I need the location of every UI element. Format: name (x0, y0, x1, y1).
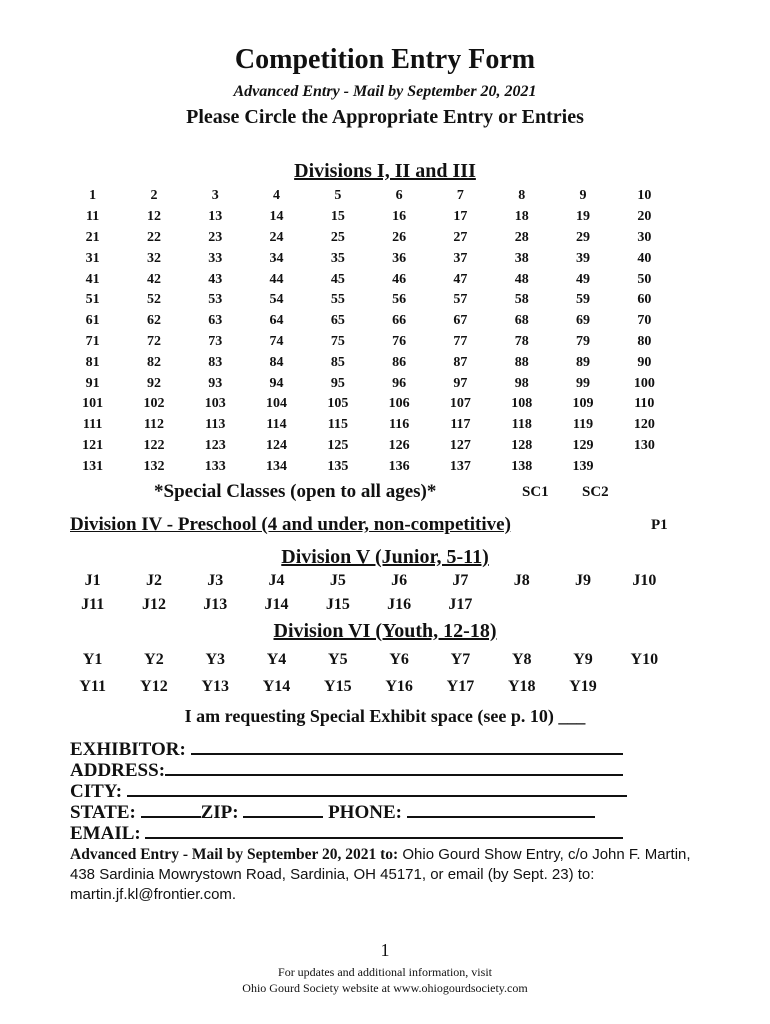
phone-input-line[interactable] (407, 801, 595, 818)
page-title: Competition Entry Form (234, 44, 536, 75)
entry-number[interactable]: 31 (85, 250, 100, 266)
entry-code[interactable]: Y3 (205, 651, 226, 668)
entry-number[interactable]: 97 (453, 375, 468, 391)
entry-number[interactable]: 107 (449, 396, 471, 412)
entry-code[interactable]: Y12 (140, 678, 168, 695)
entry-number[interactable]: 5 (334, 188, 342, 204)
entry-code[interactable]: Y16 (385, 678, 413, 695)
entry-number[interactable]: 63 (208, 313, 223, 329)
mailing-instructions (70, 845, 710, 905)
entry-number[interactable]: 17 (453, 209, 468, 225)
entry-number[interactable]: 138 (511, 458, 533, 474)
entry-number[interactable]: 61 (85, 313, 100, 329)
entry-number[interactable]: 6 (395, 188, 403, 204)
entry-code[interactable]: J16 (387, 596, 412, 613)
state-zip-phone-field[interactable] (70, 801, 670, 822)
entry-number[interactable]: 114 (266, 417, 287, 433)
phone-label: PHONE: (328, 802, 402, 823)
entry-number[interactable]: 67 (453, 313, 468, 329)
entry-number[interactable]: 111 (82, 417, 103, 433)
entry-code (491, 596, 552, 614)
entry-code[interactable]: J6 (391, 572, 408, 589)
entry-number[interactable]: 41 (85, 271, 100, 287)
page-number: 1 (380, 940, 390, 960)
entry-number[interactable]: 37 (453, 250, 468, 266)
entry-number[interactable]: 130 (633, 437, 655, 453)
entry-number[interactable]: 55 (330, 292, 345, 308)
entry-number[interactable]: 115 (327, 417, 348, 433)
entry-number[interactable]: 26 (392, 229, 407, 245)
entry-number[interactable]: 84 (269, 354, 284, 370)
entry-number[interactable]: 1 (89, 188, 97, 204)
special-exhibit-request[interactable]: I am requesting Special Exhibit space (see p. 10) ___ (184, 706, 586, 726)
entry-number[interactable]: 57 (453, 292, 468, 308)
entry-code[interactable]: J1 (84, 572, 101, 589)
entry-number[interactable]: 7 (456, 188, 464, 204)
entry-number[interactable]: 117 (450, 417, 471, 433)
entry-number[interactable]: 80 (637, 333, 652, 349)
entry-number[interactable]: 95 (330, 375, 345, 391)
entry-number[interactable]: 27 (453, 229, 468, 245)
entry-number[interactable]: 128 (511, 437, 533, 453)
entry-code[interactable]: J4 (268, 572, 285, 589)
entry-number[interactable]: 51 (85, 292, 100, 308)
entry-number-row (62, 228, 682, 249)
entry-number[interactable]: 99 (576, 375, 591, 391)
entry-number[interactable]: 32 (146, 250, 161, 266)
entry-code (614, 596, 675, 614)
entry-number[interactable]: 34 (269, 250, 284, 266)
entry-number[interactable]: 66 (392, 313, 407, 329)
entry-number[interactable]: 93 (208, 375, 223, 391)
entry-number[interactable]: 102 (143, 396, 165, 412)
entry-number[interactable]: 113 (205, 417, 226, 433)
email-label: EMAIL: (70, 823, 141, 844)
entry-number[interactable]: 134 (266, 458, 288, 474)
entry-number[interactable]: 35 (330, 250, 345, 266)
entry-code[interactable]: Y17 (446, 678, 475, 695)
entry-number[interactable]: 40 (637, 250, 652, 266)
entry-number[interactable]: 101 (82, 396, 104, 412)
entry-number[interactable]: 10 (637, 188, 652, 204)
city-field[interactable] (70, 780, 670, 801)
entry-code[interactable]: Y1 (82, 651, 103, 668)
entry-number-row (62, 207, 682, 228)
entry-number-row (62, 248, 682, 269)
entry-number[interactable]: 46 (392, 271, 407, 287)
entry-number[interactable]: 94 (269, 375, 284, 391)
address-field[interactable] (70, 759, 670, 780)
entry-code[interactable]: J15 (325, 596, 350, 613)
entry-number[interactable]: 124 (266, 437, 288, 453)
entry-number[interactable]: 116 (389, 417, 410, 433)
entry-number[interactable]: 59 (576, 292, 591, 308)
entry-number[interactable]: 133 (204, 458, 226, 474)
entry-code[interactable]: Y18 (507, 678, 536, 695)
entry-number[interactable]: 127 (449, 437, 471, 453)
entry-number[interactable]: 23 (208, 229, 223, 245)
entry-number[interactable]: 28 (514, 229, 529, 245)
entry-number[interactable]: 52 (146, 292, 161, 308)
entry-code[interactable]: Y8 (511, 651, 532, 668)
entry-number[interactable]: 54 (269, 292, 284, 308)
entry-number[interactable]: 4 (273, 188, 281, 204)
entry-code (614, 678, 675, 696)
entry-number[interactable]: 98 (514, 375, 529, 391)
entry-number[interactable]: 29 (576, 229, 591, 245)
entry-code[interactable]: Y7 (450, 651, 471, 668)
entry-number-row (62, 394, 682, 415)
entry-number[interactable]: 18 (514, 209, 529, 225)
entry-number[interactable]: 119 (572, 417, 594, 433)
entry-number[interactable]: 85 (330, 354, 345, 370)
entry-code-sc1[interactable]: SC1 (522, 484, 549, 500)
entry-number[interactable]: 120 (633, 417, 655, 433)
entry-number[interactable]: 25 (330, 229, 345, 245)
entry-number[interactable]: 38 (514, 250, 529, 266)
email-input-line[interactable] (145, 822, 623, 839)
entry-number[interactable]: 50 (637, 271, 652, 287)
footer-line-2: Ohio Gourd Society website at www.ohiogourdsociety.com (242, 981, 528, 995)
exhibitor-info-fields (70, 738, 670, 843)
division-4-heading: Division IV - Preschool (4 and under, non-competitive) (70, 514, 511, 535)
entry-number[interactable]: 92 (146, 375, 161, 391)
entry-number[interactable]: 16 (392, 209, 407, 225)
entry-number[interactable]: 106 (388, 396, 410, 412)
address-input-line[interactable] (165, 759, 623, 776)
entry-number[interactable]: 139 (572, 458, 594, 474)
entry-number[interactable]: 43 (208, 271, 223, 287)
entry-number[interactable]: 74 (269, 333, 284, 349)
entry-code[interactable]: J17 (448, 596, 473, 613)
entry-number[interactable]: 105 (327, 396, 349, 412)
divisions-1-3-heading: Divisions I, II and III (294, 160, 476, 182)
entry-number[interactable]: 44 (269, 271, 284, 287)
entry-number[interactable]: 126 (388, 437, 410, 453)
entry-code[interactable]: Y2 (144, 651, 164, 668)
entry-number[interactable]: 83 (208, 354, 223, 370)
entry-number[interactable]: 11 (86, 209, 100, 225)
entry-number[interactable]: 33 (208, 250, 223, 266)
entry-code[interactable]: J5 (329, 572, 346, 589)
entry-number[interactable]: 12 (146, 209, 161, 225)
entry-code[interactable]: J14 (264, 596, 289, 613)
entry-code[interactable]: Y5 (328, 651, 348, 668)
entry-code[interactable]: J7 (452, 572, 469, 589)
entry-code-p1[interactable]: P1 (651, 517, 668, 533)
entry-number[interactable]: 42 (146, 271, 161, 287)
entry-number[interactable]: 69 (576, 313, 591, 329)
address-label: ADDRESS: (70, 760, 166, 781)
entry-number[interactable]: 62 (146, 313, 161, 329)
entry-number[interactable]: 81 (85, 354, 100, 370)
entry-code[interactable]: J11 (81, 596, 105, 613)
exhibitor-label: EXHIBITOR: (70, 739, 186, 760)
page-subtitle: Advanced Entry - Mail by September 20, 2021 (233, 83, 537, 100)
entry-number[interactable]: 109 (572, 396, 594, 412)
entry-number[interactable]: 70 (637, 313, 652, 329)
entry-number[interactable]: 77 (453, 333, 468, 349)
entry-code[interactable]: Y15 (324, 678, 352, 695)
entry-number-row (62, 456, 682, 477)
entry-number[interactable]: 90 (637, 354, 652, 370)
division-6-heading: Division VI (Youth, 12-18) (273, 620, 497, 642)
entry-number[interactable]: 122 (143, 437, 165, 453)
entry-number[interactable]: 125 (327, 437, 349, 453)
entry-code[interactable]: J12 (141, 596, 166, 613)
entry-number[interactable]: 56 (392, 292, 407, 308)
entry-number[interactable]: 14 (269, 209, 284, 225)
entry-number-row (62, 269, 682, 290)
entry-code[interactable]: J2 (145, 572, 162, 589)
footer-line-1: For updates and additional information, visit (278, 965, 492, 979)
special-classes-label: *Special Classes (open to all ages)* (154, 481, 437, 502)
entry-code[interactable]: Y4 (266, 651, 287, 668)
entry-number[interactable]: 76 (392, 333, 407, 349)
mailing-deadline: Advanced Entry - Mail by September 20, 2021 to: (70, 846, 399, 863)
entry-number[interactable]: 72 (146, 333, 161, 349)
division-5-heading: Division V (Junior, 5-11) (281, 546, 489, 568)
entry-number[interactable]: 64 (269, 313, 284, 329)
entry-number[interactable]: 88 (514, 354, 529, 370)
division-5-row (62, 596, 682, 614)
entry-number-row (62, 332, 682, 353)
entry-number[interactable]: 112 (143, 417, 165, 433)
zip-label: ZIP: (200, 802, 239, 823)
entry-number-row (62, 373, 682, 394)
entry-number[interactable]: 96 (392, 375, 407, 391)
entry-number[interactable]: 8 (518, 188, 526, 204)
entry-number[interactable]: 129 (572, 437, 594, 453)
entry-number[interactable]: 2 (150, 188, 158, 204)
division-6-row (62, 678, 682, 696)
zip-input-line[interactable] (243, 801, 323, 818)
entry-number[interactable]: 49 (576, 271, 591, 287)
entry-number[interactable]: 39 (576, 250, 591, 266)
page-footer (0, 964, 770, 996)
entry-number[interactable]: 123 (204, 437, 226, 453)
entry-number[interactable]: 24 (269, 229, 284, 245)
entry-number[interactable]: 73 (208, 333, 223, 349)
entry-number[interactable]: 136 (388, 458, 410, 474)
entry-number[interactable]: 36 (392, 250, 407, 266)
entry-number-row (62, 352, 682, 373)
entry-number[interactable]: 87 (453, 354, 468, 370)
entry-number[interactable]: 104 (266, 396, 288, 412)
entry-code[interactable]: Y14 (262, 678, 291, 695)
entry-number[interactable]: 121 (82, 437, 104, 453)
divisions-1-3-entry-grid (62, 186, 682, 477)
entry-code-sc2[interactable]: SC2 (582, 484, 609, 500)
entry-number[interactable]: 21 (85, 229, 100, 245)
entry-code[interactable]: J10 (632, 572, 657, 589)
state-input-line[interactable] (141, 801, 201, 818)
entry-number[interactable]: 22 (146, 229, 161, 245)
email-field[interactable] (70, 822, 670, 843)
entry-number[interactable]: 45 (330, 271, 345, 287)
entry-number[interactable]: 20 (637, 209, 652, 225)
entry-number-row (62, 186, 682, 207)
entry-number[interactable]: 82 (146, 354, 161, 370)
entry-number[interactable]: 68 (514, 313, 529, 329)
entry-code[interactable]: J13 (203, 596, 228, 613)
entry-number[interactable]: 60 (637, 292, 652, 308)
entry-code (552, 596, 613, 614)
entry-code[interactable]: Y13 (201, 678, 230, 695)
exhibitor-field[interactable] (70, 738, 670, 759)
city-label: CITY: (70, 781, 123, 802)
entry-number[interactable]: 75 (330, 333, 345, 349)
entry-number-row (62, 415, 682, 436)
entry-number[interactable]: 79 (576, 333, 591, 349)
entry-number[interactable]: 47 (453, 271, 468, 287)
exhibitor-input-line[interactable] (191, 738, 623, 755)
entry-number[interactable]: 58 (514, 292, 529, 308)
entry-code[interactable]: J8 (513, 572, 530, 589)
entry-code[interactable]: Y10 (630, 651, 659, 668)
entry-number[interactable]: 9 (579, 188, 587, 204)
division-6-row (62, 651, 682, 669)
entry-code[interactable]: Y11 (79, 678, 106, 695)
entry-number[interactable]: 86 (392, 354, 407, 370)
entry-code[interactable]: Y19 (569, 678, 597, 695)
entry-number-row (62, 290, 682, 311)
entry-number[interactable]: 132 (143, 458, 165, 474)
instruction-text: Please Circle the Appropriate Entry or Entries (186, 106, 584, 128)
entry-number[interactable]: 65 (330, 313, 345, 329)
entry-number[interactable]: 3 (211, 188, 219, 204)
entry-number[interactable]: 48 (514, 271, 529, 287)
entry-code[interactable]: J3 (207, 572, 224, 589)
entry-code[interactable]: Y9 (573, 651, 593, 668)
entry-code[interactable]: Y6 (389, 651, 409, 668)
mailing-address: Ohio Gourd Show Entry, c/o John F. Martin, 438 Sardinia Mowrystown Road, Sardinia, OH 45171, or email (by Sept. 23) to: martin.jf.kl@frontier.com. (70, 846, 691, 903)
entry-number[interactable]: 30 (637, 229, 652, 245)
entry-number[interactable]: 135 (327, 458, 349, 474)
entry-number-row (62, 311, 682, 332)
entry-number-row (62, 436, 682, 457)
entry-number[interactable]: 91 (85, 375, 100, 391)
entry-number[interactable]: 103 (204, 396, 226, 412)
entry-number[interactable]: 108 (511, 396, 533, 412)
entry-number[interactable]: 89 (576, 354, 591, 370)
entry-number[interactable]: 53 (208, 292, 223, 308)
entry-number[interactable]: 137 (449, 458, 471, 474)
city-input-line[interactable] (127, 780, 627, 797)
entry-number[interactable]: 78 (514, 333, 529, 349)
entry-number[interactable]: 19 (576, 209, 591, 225)
entry-number[interactable]: 15 (330, 209, 345, 225)
entry-number[interactable]: 118 (511, 417, 532, 433)
entry-number[interactable]: 71 (85, 333, 100, 349)
entry-number[interactable]: 110 (634, 396, 655, 412)
entry-number[interactable]: 13 (208, 209, 223, 225)
entry-number[interactable]: 100 (633, 375, 655, 391)
entry-number[interactable]: 131 (82, 458, 104, 474)
entry-code[interactable]: J9 (575, 572, 592, 589)
division-5-row (62, 572, 682, 590)
state-label: STATE: (70, 802, 136, 823)
